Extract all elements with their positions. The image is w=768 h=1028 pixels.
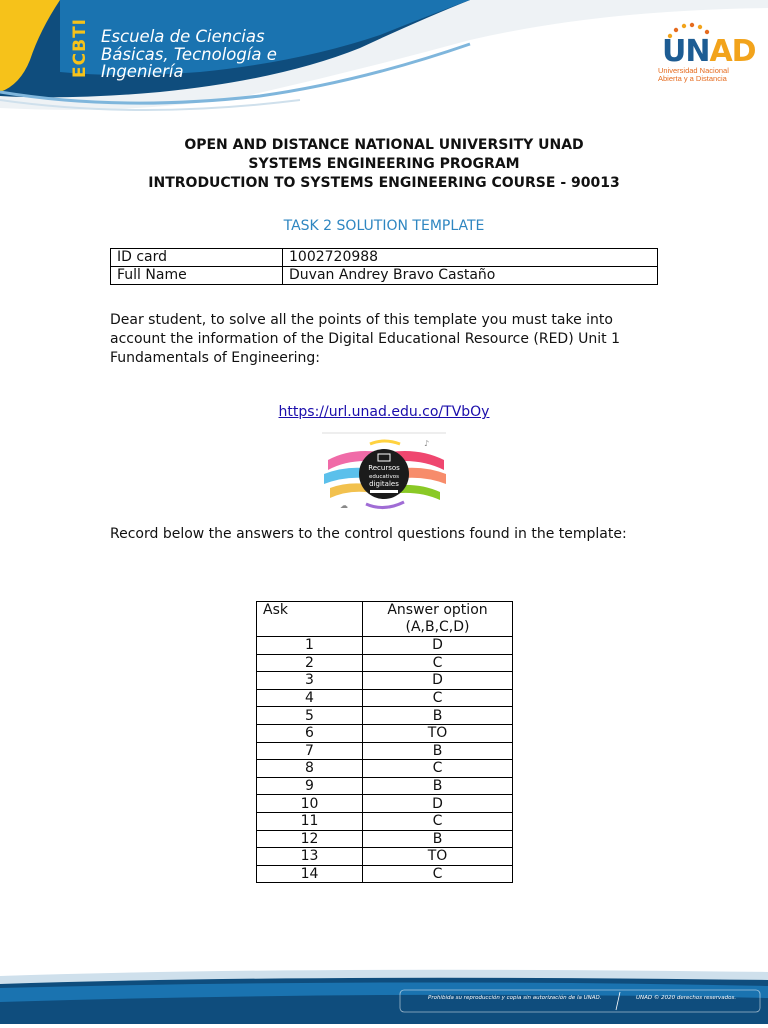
program-title: SYSTEMS ENGINEERING PROGRAM (248, 156, 520, 172)
answer-value: D (363, 795, 513, 813)
answer-value: C (363, 760, 513, 778)
answer-option-header-line: (A,B,C,D) (405, 619, 470, 635)
question-number: 6 (257, 724, 363, 742)
question-number: 1 (257, 637, 363, 655)
red-image-line-2: educativos (369, 474, 399, 480)
logo-subtitle (658, 67, 740, 83)
question-number: 5 (257, 707, 363, 725)
table-row (257, 654, 513, 672)
student-info-table (110, 248, 658, 285)
full-name-label: Full Name (111, 267, 283, 285)
answer-value: B (363, 777, 513, 795)
record-paragraph: Record below the answers to the control questions found in the template: (110, 526, 627, 542)
answers-table (256, 601, 513, 883)
table-row (257, 637, 513, 655)
svg-text:☁: ☁ (340, 501, 348, 510)
red-resource-image (320, 430, 448, 516)
document-titles (0, 136, 768, 193)
answer-value: B (363, 742, 513, 760)
logo-subtitle-line: Abierta y a Distancia (658, 74, 727, 83)
task-title: TASK 2 SOLUTION TEMPLATE (283, 218, 485, 234)
header-banner (0, 0, 768, 115)
id-card-label: ID card (111, 249, 283, 267)
question-number: 14 (257, 865, 363, 883)
question-number: 2 (257, 654, 363, 672)
school-line: Ingeniería (101, 62, 184, 81)
answer-value: TO (363, 848, 513, 866)
table-row (257, 707, 513, 725)
logo-word-ad: AD (709, 34, 756, 69)
table-row (111, 249, 658, 267)
red-image-line-3: digitales (369, 480, 399, 488)
question-number: 3 (257, 672, 363, 690)
resource-link[interactable]: https://url.unad.edu.co/TVbOy (278, 404, 490, 420)
resource-link-line (0, 404, 768, 420)
id-card-value: 1002720988 (283, 249, 658, 267)
table-row (257, 795, 513, 813)
question-number: 7 (257, 742, 363, 760)
ecbti-label: ECBTI (70, 18, 90, 78)
digital-resources-illustration (320, 430, 448, 516)
question-number: 10 (257, 795, 363, 813)
table-row (111, 267, 658, 285)
question-number: 11 (257, 812, 363, 830)
svg-text:♪: ♪ (424, 439, 430, 448)
answer-value: B (363, 707, 513, 725)
table-row (257, 830, 513, 848)
question-number: 4 (257, 689, 363, 707)
table-row (257, 672, 513, 690)
school-line: Básicas, Tecnología e (101, 44, 277, 64)
table-row (257, 689, 513, 707)
school-name (101, 28, 321, 81)
full-name-value: Duvan Andrey Bravo Castaño (283, 267, 658, 285)
university-title: OPEN AND DISTANCE NATIONAL UNIVERSITY UNAD (184, 137, 584, 153)
intro-paragraph: Dear student, to solve all the points of this template you must take into account the information of the Digital Educational Resource (RED) Unit 1 Fundamentals of Engineering: (110, 312, 620, 366)
table-row (257, 812, 513, 830)
answer-value: D (363, 637, 513, 655)
question-number: 8 (257, 760, 363, 778)
answer-option-header-line: Answer option (387, 602, 488, 618)
logo-wordmark (662, 34, 756, 69)
table-row (257, 742, 513, 760)
logo-subtitle-line: Universidad Nacional (658, 66, 729, 75)
footer-copyright: UNAD © 2020 derechos reservados. (636, 995, 737, 1001)
unad-logo (658, 22, 756, 84)
table-row (257, 760, 513, 778)
question-number: 9 (257, 777, 363, 795)
school-line: Escuela de Ciencias (101, 27, 265, 46)
answer-option-column-header (363, 602, 513, 637)
footer-copy-notice: Prohibida su reproducción y copia sin autorización de la UNAD. (428, 995, 602, 1001)
answer-value: C (363, 865, 513, 883)
question-number: 13 (257, 848, 363, 866)
question-number: 12 (257, 830, 363, 848)
answer-value: D (363, 672, 513, 690)
table-row (257, 865, 513, 883)
table-row (257, 724, 513, 742)
course-title: INTRODUCTION TO SYSTEMS ENGINEERING COURSE - 90013 (148, 175, 620, 191)
answer-value: TO (363, 724, 513, 742)
table-row (257, 777, 513, 795)
answer-value: C (363, 654, 513, 672)
answer-value: C (363, 812, 513, 830)
table-row (257, 848, 513, 866)
ecbti-mark (68, 10, 96, 84)
answer-value: C (363, 689, 513, 707)
logo-word-un: UN (662, 34, 710, 69)
answer-value: B (363, 830, 513, 848)
red-image-line-1: Recursos (368, 464, 400, 472)
table-header-row (257, 602, 513, 637)
ask-column-header: Ask (257, 602, 363, 637)
